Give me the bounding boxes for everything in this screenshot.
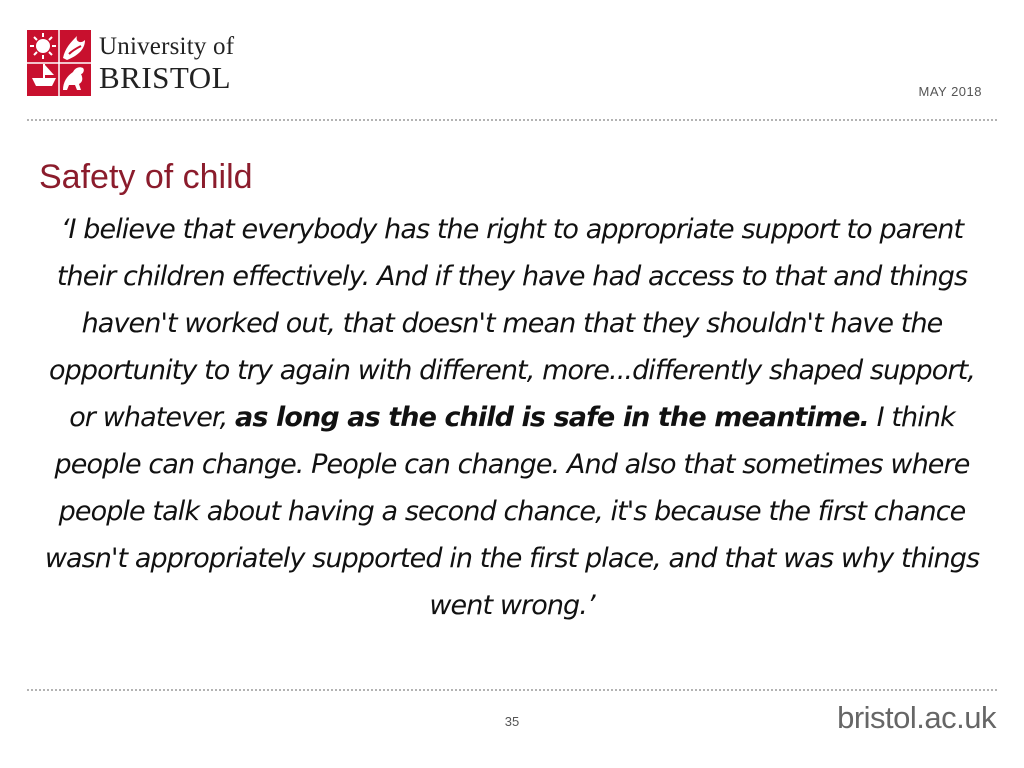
slide-quote: [36, 206, 988, 629]
quote-text-end: I think people can change. People can change. And also that sometimes where people talk about having a second chance, it's because the first chance wasn't appropriately supported in the first place, and that was why things went wrong.’: [44, 402, 980, 621]
website-url: bristol.ac.uk: [837, 700, 996, 735]
page-number: 35: [504, 714, 520, 729]
university-crest-icon: [27, 30, 91, 96]
presentation-date: MAY 2018: [918, 84, 982, 99]
quote-emphasis: as long as the child is safe in the meantime.: [235, 402, 869, 433]
quote-text-start: ‘I believe that everybody has the right to appropriate support to parent their children effectively. And if they have had access to that and things haven't worked out, that doesn't mean that they shouldn't have the opportunity to try again with different, more...differently shaped support, or whatever,: [49, 214, 975, 433]
university-logo: [27, 30, 234, 96]
footer-divider: [27, 689, 997, 691]
logo-line-1: University of: [99, 32, 235, 60]
university-wordmark: [99, 34, 234, 93]
logo-line-2: BRISTOL: [99, 59, 232, 95]
slide-title: Safety of child: [39, 158, 253, 196]
header-divider: [27, 119, 997, 121]
